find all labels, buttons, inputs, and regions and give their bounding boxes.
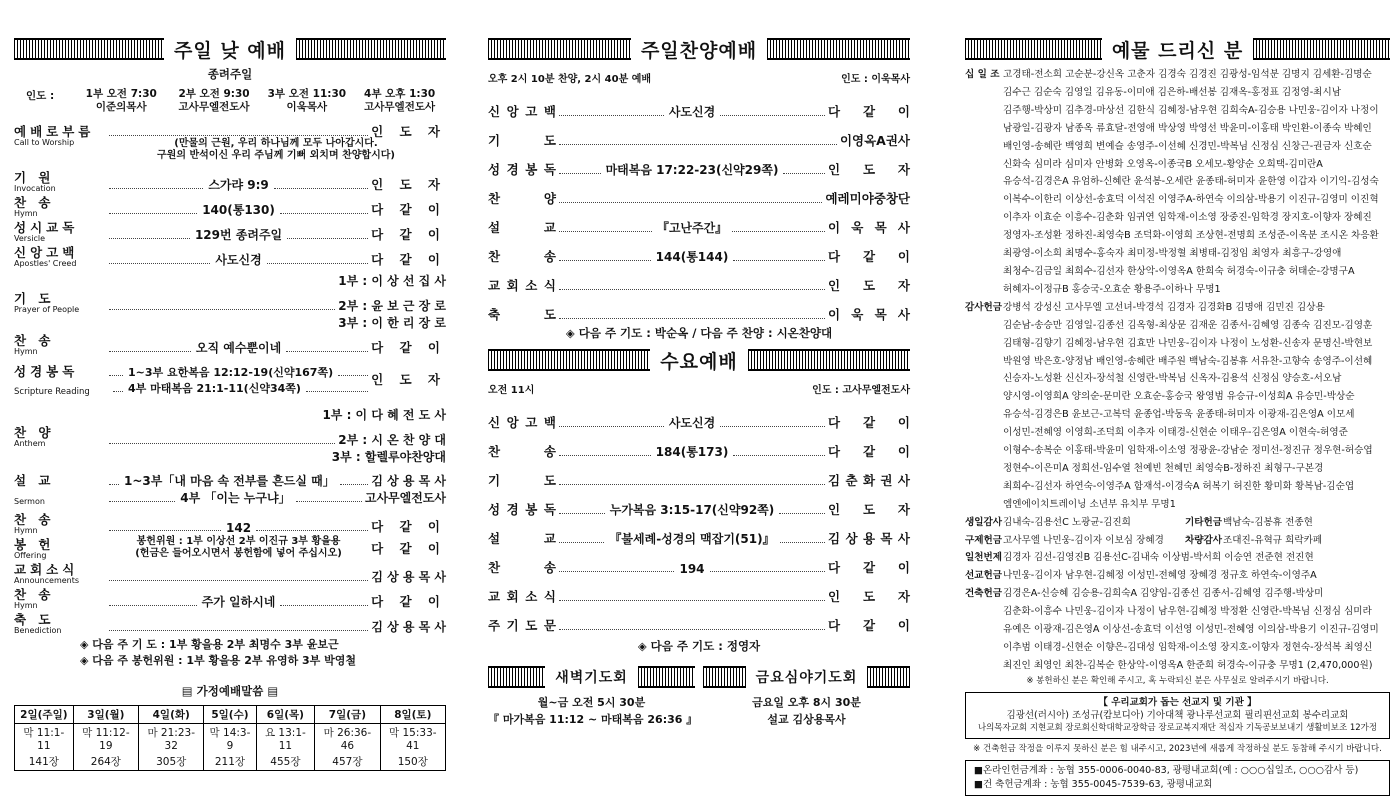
account-box [965, 760, 1390, 796]
friday-header: 금요심야기도회 [703, 664, 910, 690]
offering-line: 양시영-이영희A 양의순-문미란 오효순-홍승국 왕영범 유승규-이성희A 유승민-박상순 [1003, 391, 1355, 403]
bible-title: ▤ 가정예배말씀 ▤ [181, 684, 279, 698]
order-leader: 다 같 이 [828, 249, 910, 264]
order-item [488, 518, 910, 547]
offering-line: 이추자 이효순 이흥수-김춘화 임귀연 임학재-이소영 장중진-임학경 장지호-이향자 장혜진 [1003, 212, 1372, 224]
section-header-wednesday [488, 347, 910, 373]
hymn-1: 찬 송 Hymn 140(통130) 다 같 이 [14, 195, 447, 218]
order-leader: 김 춘 화 권 사 [828, 473, 910, 488]
offering-line: 이형수-송복순 이홍태-박윤미 임학재-이소영 정광윤-강남순 정미선-정진규 정우현-허승엽 [1003, 445, 1373, 457]
order-leader: 인 도 자 [828, 502, 910, 517]
order-label: 성 경 봉 독 [488, 162, 556, 177]
offering-line: 김수근 김순숙 김영일 김유동-이미애 김은하-배선봉 김재옥-홍정표 김정영-최시남 [1003, 86, 1341, 98]
order-label: 찬 송 [488, 249, 556, 264]
offering-line: 박원영 박은호-양정남 배인영-송혜란 배주원 백남숙-김봉휴 서유찬-고향숙 송영주-이선혜 [1003, 355, 1373, 367]
leaders-row [14, 88, 446, 114]
service-leader: 인도 : 고사무엘전도사 [812, 385, 910, 396]
order-item [488, 547, 910, 576]
order-leader: 이 욱 목 사 [828, 220, 910, 235]
service-time: 오후 2시 10분 찬양, 2시 40분 예배 [488, 74, 652, 85]
offering-line: 최희수-김선자 하연숙-이영주A 함재석-이경숙A 허복기 허진한 황미화 황복남-김순엽 [1003, 480, 1355, 492]
next-week: ◈ 다음 주 기도 : 박순옥 / 다음 주 찬양 : 시온찬양대 [565, 326, 833, 340]
bible-reading-table: 2일(주일) 3일(월) 4일(화) 5일(수) 6일(목) 7일(금) 8일(토) 막 11:1-11 막 11:12-19 마 21:23-32 막 14:3-9 요 13:1-11 마 26:36-46 막 15:33-41 141장 264장 305장 211장 455장 457장 150장 [14, 705, 446, 771]
order-leader: 인 도 자 [828, 589, 910, 604]
offering-line: 배인영-송혜란 백영희 변예슬 송영주-이선혜 신경민-박복님 신정심 신창근-권금자 신호순 [1003, 140, 1372, 152]
service-time: 오전 11시 [488, 385, 535, 396]
creed: 신앙고백 Apostles' Creed 사도신경 다 같 이 [14, 245, 446, 268]
offering-line: 최청수-김금일 최희수-김선자 한상악-이영옥A 한희숙 허경숙-이규충 허태순-강명구A [1003, 265, 1355, 277]
subtitle: 종려주일 [207, 67, 253, 81]
order-content: 『고난주간』 [656, 221, 728, 235]
offering-line: 건축헌금김경은A-신승혜 김승용-김희숙A 김양임-김종선 김종서-김혜영 김주행-박상미 [965, 588, 1324, 600]
versicle: 성시교독 Versicle 129번 종려주일 다 같 이 [14, 220, 446, 243]
building-account: ■건 축헌금계좌 : 농협 355-0045-7539-63, 광평내교회 [974, 778, 1213, 790]
order-item [488, 402, 910, 431]
offerings-column [965, 36, 1390, 796]
offering-line: 신화숙 심미라 심미자 안병화 오영옥-이종국B 오세모-황양순 오희택-김미란A [1003, 158, 1323, 170]
order-label: 기 도 [488, 133, 556, 148]
offering-line: 남광일-김광자 남종옥 류효달-전영애 박상영 박영선 박윤미-이홍태 박인환-이종숙 박혜인 [1003, 122, 1372, 134]
friday-preacher: 설교 김상용목사 [767, 713, 846, 726]
service-leader: 인도 : 이욱목사 [841, 74, 910, 85]
offering-line: 김춘화-이흥수 나민웅-김이자 나정이 남우현-김혜정 박정환 신영란-박복님 신정심 심미라 [1003, 606, 1372, 618]
offering-line: 김주행-박상미 김추경-마상선 김한식 김혜정-남우현 김희숙A-김승용 나민웅-김이자 나정이 [1003, 104, 1379, 116]
sunday-evening-column [488, 36, 910, 728]
next-offering: ◈ 다음 주 봉헌위원 : 1부 황을용 2부 유영하 3부 박영철 [80, 654, 357, 667]
order-content: 194 [679, 562, 705, 576]
dawn-header: 새벽기도회 [488, 664, 695, 690]
order-content: 마태복음 17:22-23(신약29쪽) [605, 163, 779, 177]
order-item [488, 236, 910, 265]
order-leader: 이 욱 목 사 [828, 307, 910, 322]
call-to-worship: 예배로부름 인 도 자 [14, 124, 446, 139]
offering-line: 정현수-이은미A 정희선-임수열 천예빈 천혜민 최영숙B-정하진 최형구-구본경 [1003, 462, 1324, 474]
order-content: 『불세례-성경의 맥잡기(51)』 [609, 532, 775, 546]
order-label: 신 앙 고 백 [488, 104, 556, 119]
order-leader: 인 도 자 [828, 162, 910, 177]
friday-time: 금요일 오후 8시 30분 [752, 696, 861, 709]
order-label: 교 회 소 식 [488, 278, 556, 293]
order-label: 찬 양 [488, 191, 556, 206]
next-week-2: ◈ 다음 주 기도 : 정영자 [637, 639, 761, 653]
order-item [488, 431, 910, 460]
announcements: 교회소식 Announcements 김 상 용 목 사 [14, 562, 446, 585]
order-label: 찬 송 [488, 444, 556, 459]
order-item [488, 149, 910, 178]
offering-line: 유승석-김경은B 윤보근-고복덕 윤종업-박동욱 윤종태-허미자 이광재-김은영A 이모세 [1003, 409, 1355, 421]
dawn-time: 월~금 오전 5시 30분 [537, 696, 646, 709]
order-item [488, 91, 910, 120]
hymn-2: 찬 송 Hymn 오직 예수뿐이네 다 같 이 [14, 333, 447, 356]
prayer: 기 도 Prayer of People 2부 : 윤 보 근 장 로 [14, 291, 446, 314]
order-item [488, 265, 910, 294]
order-label: 설 교 [488, 220, 556, 235]
afternoon-order [488, 91, 910, 323]
section-header [488, 36, 910, 62]
section-title: 수요예배 [660, 350, 738, 373]
order-leader: 이영옥A권사 [839, 133, 910, 148]
offering-line: 이성민-전혜영 이영희-조덕희 이추자 이태경-신현순 이태우-김은영A 이현숙-허영준 [1003, 427, 1348, 439]
leader-3: 3부 오전 11:30 이욱목사 [267, 88, 347, 113]
scripture: 성경봉독 1~3부 요한복음 12:12-19(신약167쪽) Scripture Reading 4부 마태복음 21:1-11(신약34쪽) 인 도 자 [14, 364, 446, 397]
order-label: 찬 송 [488, 560, 556, 575]
hymn-3: 찬 송 Hymn 142 다 같 이 [14, 512, 446, 535]
build-note: ※ 건축헌금 작정을 이루지 못하신 분은 힘 내주시고, 2023년에 새롭게 작정하실 분도 동참해 주시기 바랍니다. [973, 743, 1382, 754]
offering-line: 김태형-김향기 김혜정-남우현 김효만 나민웅-김이자 나정이 노성환-신송자 문명신-박현보 [1003, 337, 1373, 349]
order-label: 설 교 [488, 531, 556, 546]
offering-line: 정영자-조성환 정하진-최영숙B 조덕화-이영희 조상현-전명희 조성준-이옥분 조시온 차응환 [1003, 230, 1379, 242]
section-title: 주일 낮 예배 [174, 39, 286, 62]
section-header [14, 36, 446, 62]
order-item [488, 294, 910, 323]
anthem: 찬 양 Anthem 2부 : 시 온 찬 양 대 [14, 425, 446, 448]
offering-line: 최진인 최영인 최찬-김복순 한상악-이영옥A 한준희 허경숙-이규충 무명1 (2,470,000원) [1003, 659, 1373, 671]
leader-2: 2부 오전 9:30 고사무엘전도사 [178, 88, 250, 113]
order-item [488, 489, 910, 518]
offering-line: 김순남-송승만 김영일-김종선 김옥형-최상문 김재운 김종서-김혜영 김종숙 김진모-김영훈 [1003, 319, 1373, 331]
dawn-range: 『 마가복음 11:12 ~ 마태복음 26:36 』 [488, 713, 698, 726]
offering-line: 유승석-김경은A 유엄하-신혜란 윤석봉-오세란 윤종태-허미자 윤한영 이갑자 이기익-김성숙 [1003, 176, 1379, 188]
order-leader: 예레미야중창단 [825, 191, 910, 206]
order-item [488, 178, 910, 207]
offering: 봉 헌 Offering 봉헌위원 : 1부 이상선 2부 이진규 3부 황을용 (헌금은 들어오시면서 봉헌함에 넣어 주십시오) 다 같 이 [14, 535, 446, 560]
offering-line: 이추범 이태경-신현순 이향은-김대성 임학재-이소영 장지호-이향자 정현숙-장석복 최영신 [1003, 642, 1373, 653]
order-leader: 다 같 이 [828, 618, 910, 633]
order-label: 주 기 도 문 [488, 618, 556, 633]
order-item [488, 207, 910, 236]
order-leader: 다 같 이 [828, 444, 910, 459]
online-account: ■온라인헌금계좌 : 농협 355-0006-0040-83, 광평내교회(예 : ○○○십일조, ○○○감사 등) [974, 764, 1359, 776]
sermon: 설 교 1~3부「내 마음 속 전부를 흔드실 때」 김 상 용 목 사 [14, 473, 446, 488]
offering-line: 최광영-이소희 최명수-홍숙자 최미정-박정혈 최병태-김정임 최영자 최흥구-강영애 [1003, 248, 1342, 260]
offering-line: 감사헌금강병석 강성신 고사무엘 고선녀-박경석 김경자 김경화B 김명애 김민진 김상용 [965, 301, 1325, 313]
offering-line: 이복수-이한리 이상선-송효덕 이석진 이영주A-하연숙 이의삼-박용기 이진규-김영미 이진혁 [1003, 194, 1379, 206]
benediction: 축 도 Benediction 김 상 용 목 사 [14, 612, 446, 635]
sunday-morning-column: 주일 낮 예배 종려주일 인도 : 1부 오전 7:30 이준의목사 2부 오전 9:30 고사무엘전도사 3부 오전 11:30 이욱목사 4부 오후 1:30 고사무엘전도사 예배로부름 인 도 자 Call to Worship (만물의 근원, 우리 하나님께 모두 나아갑시다. 구원의 반석이신 우리 주님께 기뻐 외치며 찬양합시다) 기 원 Invocation 스가랴 9:9 인 도 자 찬 송 Hymn 140(통130) 다 같 이 성시교독 Versicle 129번 종려주일 다 같 이 신앙고백 Apostles' Creed 사도신경 다 같 이 1부 : 이 상 선 집 사 기 도 Prayer of People 2부 : 윤 보 근 장 로 3부 : 이 한 리 장 로 찬 송 Hymn 오직 예수뿐이네 다 같 이 성경봉독 1~3부 요한복음 12:12-19(신약167쪽) Scripture Reading 4부 마태복음 21:1-11(신약34쪽) 인 도 자 1부 : 이 다 혜 전 도 사 찬 양 Anthem 2부 : 시 온 찬 양 대 3부 : 할렐루야찬양대 설 교 1~3부「내 마음 속 전부를 흔드실 때」 김 상 용 목 사 Sermon 4부 「이는 누구냐」 고사무엘전도사 찬 송 Hymn 142 다 같 이 봉 헌 Offering 봉헌위원 : 1부 이상선 2부 이진규 3부 황을용 (헌금은 들어오시면서 봉헌함에 넣어 주십시오) 다 같 이 교회소식 Announcements 김 상 용 목 사 찬 송 Hymn 주가 일하시네 다 같 이 축 도 Benediction 김 상 용 목 사 ◈ 다음 주 기 도 : 1부 황을용 2부 최명수 3부 윤보근 ◈ 다음 주 봉헌위원 : 1부 황을용 2부 유영하 3부 박영철 ▤ 가정예배말씀 ▤ 2일(주일) 3일(월) 4일(화) 5일(수) 6일(목) 7일(금) 8일(토) 막 11:1-11 막 11:12-19 마 21:23-32 막 14:3-9 요 13:1-11 마 26:36-46 막 15:33-41 141장 264장 305장 211장 455장 457장 150장 [14, 36, 446, 771]
order-leader: 김 상 용 목 사 [828, 531, 910, 546]
order-content: 누가복음 3:15-17(신약92쪽) [609, 503, 775, 517]
order-item [488, 576, 910, 605]
order-label: 교 회 소 식 [488, 589, 556, 604]
order-leader: 다 같 이 [828, 560, 910, 575]
offering-line: 유예은 이광재-김은영A 이상선-송효덕 이선영 이성민-전혜영 이의삼-박용기 이진규-김영미 [1003, 624, 1379, 636]
offering-line: 허혜자-이정규B 홍승국-오효순 황용주-이하나 무명1 [1003, 283, 1221, 295]
offering-line: 신승자-노성환 신신자-장석철 신영란-박복님 신옥자-김용석 신정심 양승호-서오남 [1003, 373, 1342, 385]
leaders-label: 인도 : [26, 90, 55, 102]
section-header [965, 36, 1390, 62]
invocation: 기 원 Invocation 스가랴 9:9 인 도 자 [14, 170, 447, 193]
order-label: 기 도 [488, 473, 556, 488]
missions-box: 【 우리교회가 돕는 선교지 및 기관 】 김광선(러시아) 조성규(캄보디아) 기아대책 광나루선교회 필리핀선교회 봉수리교회 나의목자교회 지현교회 장로회신학대학교장학금 장로교복지재단 적십자 기독공보보내기 생활비보조 12가정 [965, 692, 1390, 739]
order-content: 사도신경 [668, 105, 716, 119]
offering-line: 엠엔에이치트레이닝 소년부 유치부 무명1 [1003, 498, 1176, 510]
offering-line: 십 일 조 고경태-전소희 고순분-강신옥 고춘자 김경숙 김경진 김광성-임석분 김명지 김세환-김명순 [965, 69, 1372, 80]
order-content: 144(통144) [655, 250, 729, 264]
order-item [488, 460, 910, 489]
order-content: 184(통173) [655, 445, 729, 459]
leader-1: 1부 오전 7:30 이준의목사 [85, 88, 157, 113]
next-prayer: ◈ 다음 주 기 도 : 1부 황을용 2부 최명수 3부 윤보근 [80, 638, 339, 651]
leader-4: 4부 오후 1:30 고사무엘전도사 [364, 88, 436, 113]
section-title: 주일찬양예배 [640, 39, 758, 62]
order-leader: 다 같 이 [828, 415, 910, 430]
order-label: 축 도 [488, 307, 556, 322]
order-content: 사도신경 [668, 416, 716, 430]
order-item [488, 605, 910, 634]
note: ※ 봉헌하신 분은 확인해 주시고, 혹 누락되신 분은 사무실로 알려주시기 바랍니다. [1026, 675, 1329, 686]
order-label: 성 경 봉 독 [488, 502, 556, 517]
order-label: 신 앙 고 백 [488, 415, 556, 430]
wednesday-order [488, 402, 910, 634]
hymn-4: 찬 송 Hymn 주가 일하시네 다 같 이 [14, 587, 447, 610]
order-leader: 인 도 자 [828, 278, 910, 293]
offering-list: 십 일 조 고경태-전소희 고순분-강신옥 고춘자 김경숙 김경진 김광성-임석분 김명지 김세환-김명순 김수근 김순숙 김영일 김유동-이미애 김은하-배선봉 김재옥-홍정표 김정영-최시남 김주행-박상미 김추경-마상선 김한식 김혜정-남우현 김희숙A-김승용 나민웅-김이자 나정이 남광일-김광자 남종옥 류효달-전영애 박상영 박영선 박윤미-이홍태 박인환-이종숙 박혜인 배인영-송혜란 백영희 변예슬 송영주-이선혜 신경민-박복님 신정심 신창근-권금자 신호순 신화숙 심미라 심미자 안병화 오영옥-이종국B 오세모-황양순 오희택-김미란A 유승석-김경은A 유엄하-신혜란 윤석봉-오세란 윤종태-허미자 윤한영 이갑자 이기익-김성숙 이복수-이한리 이상선-송효덕 이석진 이영주A-하연숙 이의삼-박용기 이진규-김영미 이진혁 이추자 이효순 이흥수-김춘화 임귀연 임학재-이소영 장중진-임학경 장지호-이향자 장혜진 정영자-조성환 정하진-최영숙B 조덕화-이영희 조상현-전명희 조성준-이옥분 조시온 차응환 최광영-이소희 최명수-홍숙자 최미정-박정혈 최병태-김정임 최영자 최흥구-강영애 최청수-김금일 최희수-김선자 한상악-이영옥A 한희숙 허경숙-이규충 허태순-강명구A 허혜자-이정규B 홍승국-오효순 황용주-이하나 무명1 감사헌금강병석 강성신 고사무엘 고선녀-박경석 김경자 김경화B 김명애 김민진 김상용 김순남-송승만 김영일-김종선 김옥형-최상문 김재운 김종서-김혜영 김종숙 김진모-김영훈 김태형-김향기 김혜정-남우현 김효만 나민웅-김이자 나정이 노성환-신송자 문명신-박현보 박원영 박은호-양정남 배인영-송혜란 배주원 백남숙-김봉휴 서유찬-고향숙 송영주-이선혜 신승자-노성환 신신자-장석철 신영란-박복님 신옥자-김용석 신정심 양승호-서오남 양시영-이영희A 양의순-문미란 오효순-홍승국 왕영범 유승규-이성희A 유승민-박상순 유승석-김경은B 윤보근-고복덕 윤종업-박동욱 윤종태-허미자 이광재-김은영A 이모세 이성민-전혜영 이영희-조덕희 이추자 이태경-신현순 이태우-김은영A 이현숙-허영준 이형수-송복순 이홍태-박윤미 임학재-이소영 정광윤-강남순 정미선-정진규 정우현-허승엽 정현수-이은미A 정희선-임수열 천예빈 천혜민 최영숙B-정하진 최형구-구본경 최희수-김선자 하연숙-이영주A 함재석-이경숙A 허복기 허진한 황미화 황복남-김순엽 엠엔에이치트레이닝 소년부 유치부 무명1 생일감사김내숙-김용선C 노광균-김진희 기타헌금백남숙-김봉휴 전종현 구제헌금고사무엘 나민웅-김이자 이보심 장혜경 차량감사조대진-유혁규 희락카페 일천번제김경자 김선-김영진B 김용선C-김내숙 이상범-박서희 이승연 전준현 전진현 선교헌금나민웅-김이자 남우현-김혜정 이성민-전혜영 장혜경 정규호 하연숙-이영주A 건축헌금김경은A-신승혜 김승용-김희숙A 김양임-김종선 김종서-김혜영 김주행-박상미 김춘화-이흥수 나민웅-김이자 나정이 남우현-김혜정 박정환 신영란-박복님 신정심 심미라 유예은 이광재-김은영A 이상선-송효덕 이선영 이성민-전혜영 이의삼-박용기 이진규-김영미 이추범 이태경-신현순 이향은-김대성 임학재-이소영 장지호-이향자 정현숙-장석복 최영신 최진인 최영인 최찬-김복순 한상악-이영옥A 한준희 허경숙-이규충 무명1 (2,470,000원) ※ 봉헌하신 분은 확인해 주시고, 혹 누락되신 분은 사무실로 알려주시기 바랍니다. [965, 66, 1390, 688]
order-leader: 다 같 이 [828, 104, 910, 119]
order-item [488, 120, 910, 149]
section-title: 예물 드리신 분 [1111, 39, 1244, 62]
